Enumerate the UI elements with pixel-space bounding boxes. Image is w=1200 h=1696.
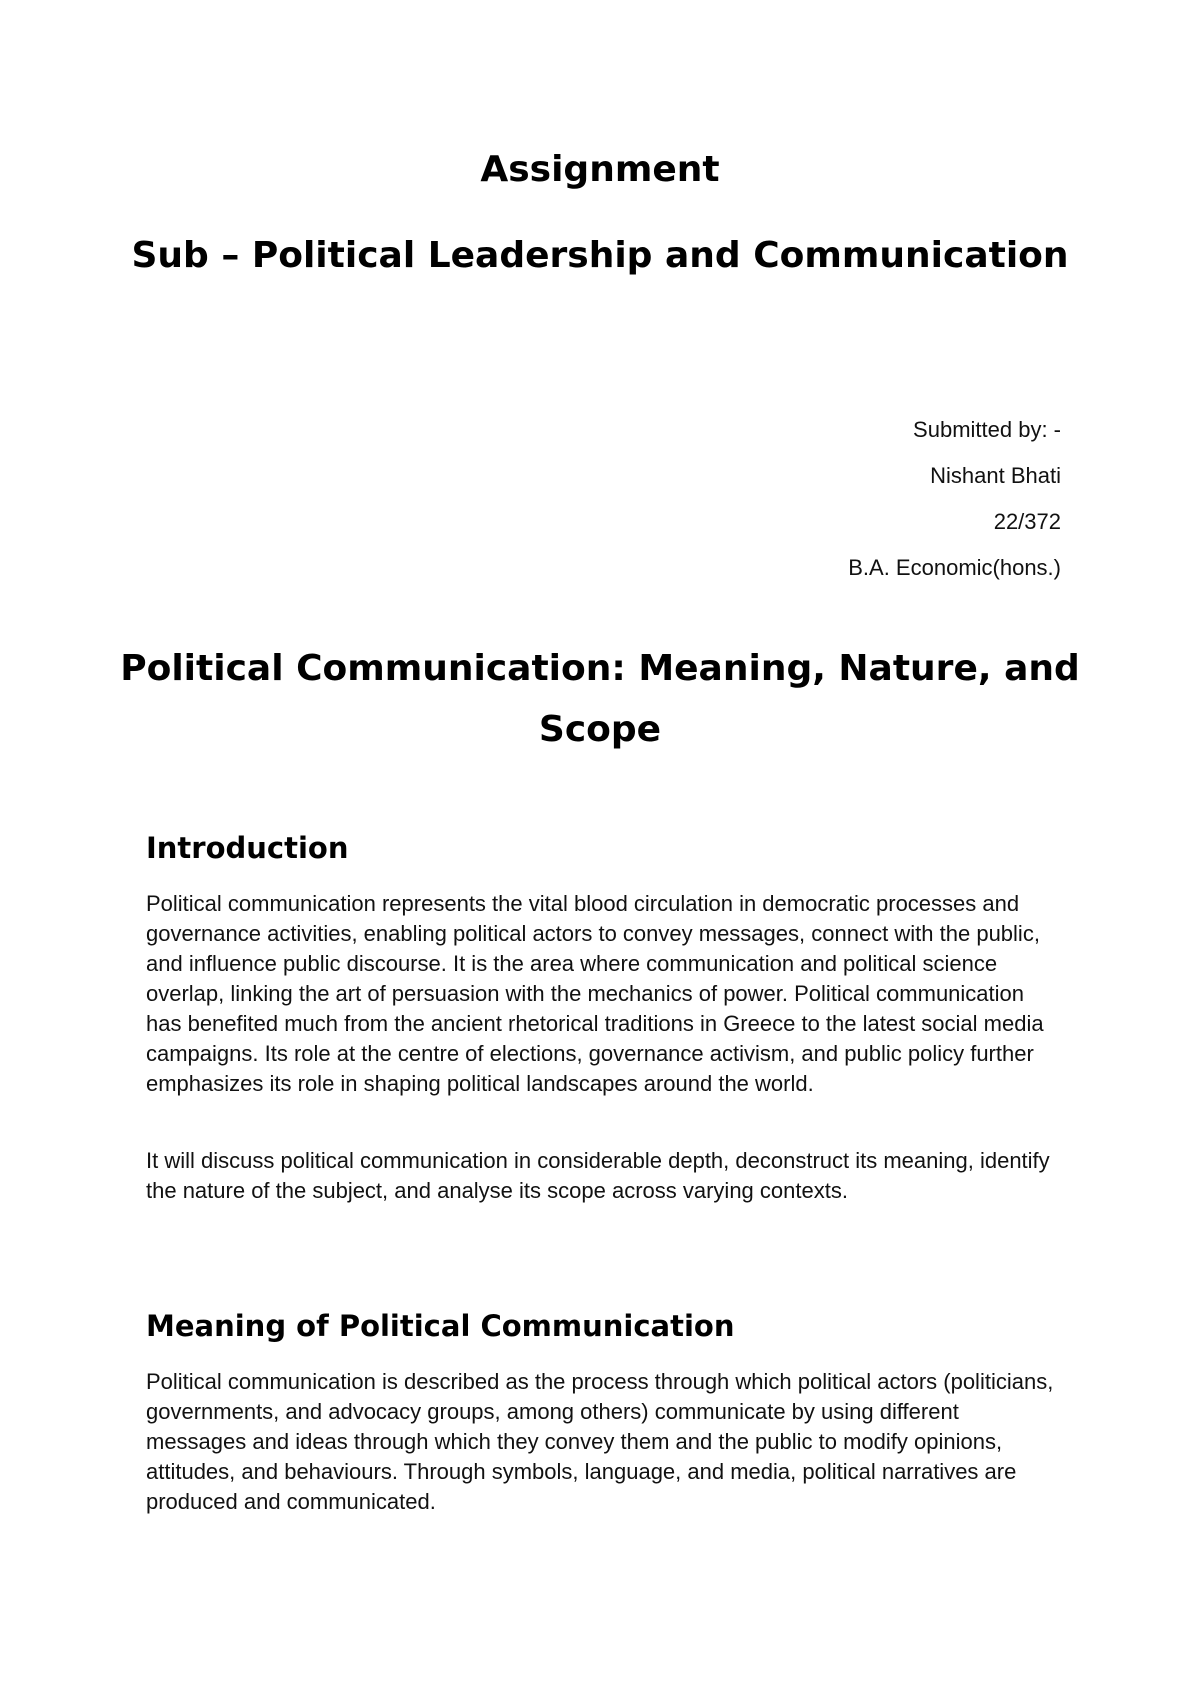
meaning-heading: Meaning of Political Communication xyxy=(146,1309,735,1343)
student-name: Nishant Bhati xyxy=(930,463,1061,488)
roll-number: 22/372 xyxy=(993,509,1061,534)
document-title: Assignment xyxy=(480,149,720,190)
introduction-heading: Introduction xyxy=(146,831,349,865)
submitted-by-label: Submitted by: - xyxy=(913,417,1061,442)
submitted-by-block xyxy=(848,407,1061,591)
course-name: B.A. Economic(hons.) xyxy=(848,555,1061,580)
document-subject: Sub – Political Leadership and Communication xyxy=(131,235,1069,276)
meaning-paragraph: Political communication is described as the process through which political actors (politicians, governments, and advocacy groups, among others) communicate by using different messages and ideas through which they convey them and the public to modify opinions, attitudes, and behaviours. Through symbols, language, and media, political narratives are produced and communicated. xyxy=(146,1369,1054,1514)
introduction-paragraph: It will discuss political communication in considerable depth, deconstruct its meaning, identify the nature of the subject, and analyse its scope across varying contexts. xyxy=(146,1148,1050,1203)
section-title: Political Communication: Meaning, Nature, and Scope xyxy=(120,648,1080,750)
introduction-paragraph: Political communication represents the vital blood circulation in democratic processes and governance activities, enabling political actors to convey messages, connect with the public, and influence public discourse. It is the area where communication and political science overlap, linking the art of persuasion with the mechanics of power. Political communication has benefited much from the ancient rhetorical traditions in Greece to the latest social media campaigns. Its role at the centre of elections, governance activism, and public policy further emphasizes its role in shaping political landscapes around the world. xyxy=(146,891,1044,1096)
